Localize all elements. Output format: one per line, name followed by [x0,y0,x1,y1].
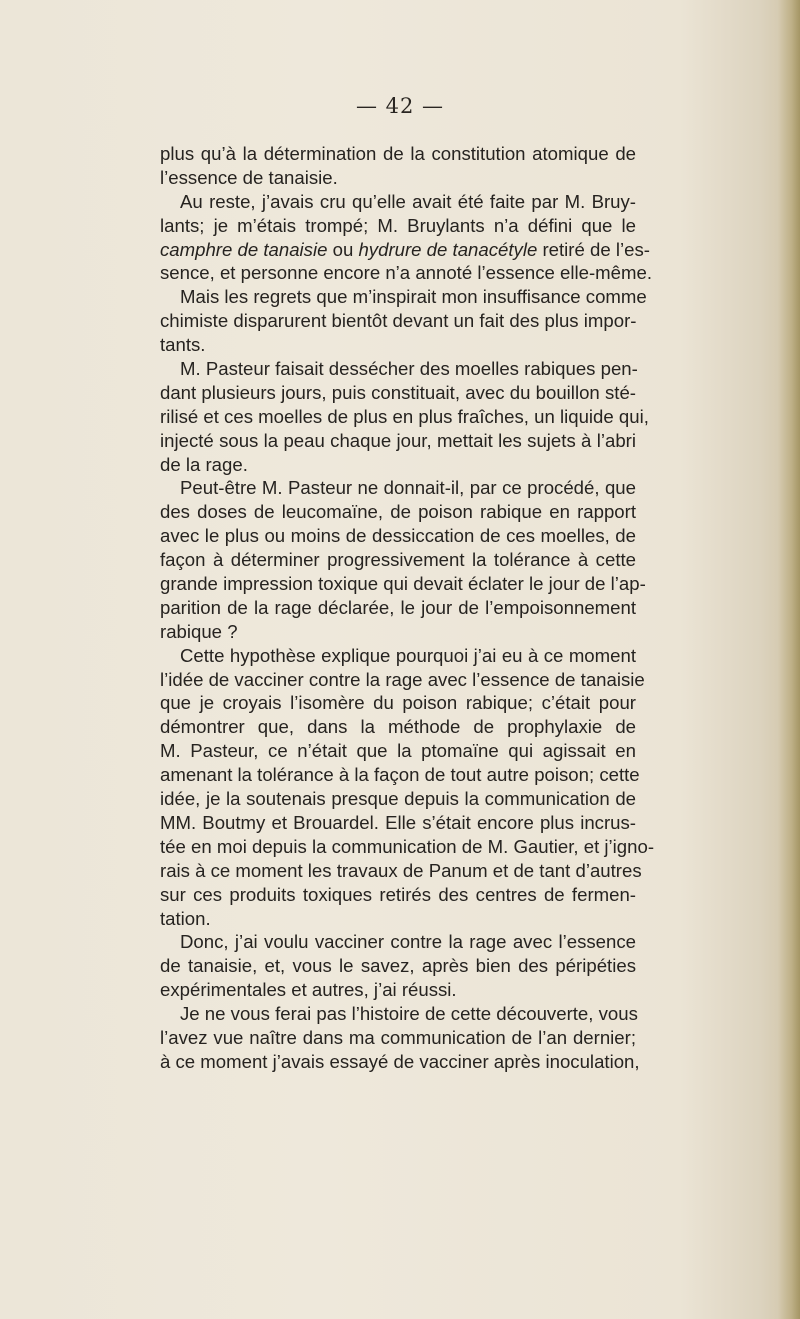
text-segment: Cette hypothèse explique pourquoi j’ai eu à ce moment [180,644,636,666]
text-line [160,190,636,214]
text-line [160,978,636,1002]
text-line [160,261,652,285]
text-segment: ou [327,238,359,260]
text-line [160,811,636,835]
text-line [160,954,636,978]
text-segment: sence, et personne encore n’a annoté l’essence elle-même. [160,262,652,284]
text-segment: Je ne vous ferai pas l’histoire de cette découverte, vous [180,1003,638,1025]
text-segment: démontrer que, dans la méthode de prophylaxie de [160,716,636,738]
text-segment: tée en moi depuis la communication de M. Gautier, et j’igno- [160,835,655,857]
text-segment: des doses de leucomaïne, de poison rabique en rapport [160,501,636,523]
text-line [160,930,636,954]
text-line [160,142,636,166]
text-segment: Mais les regrets que m’inspirait mon insuffisance comme [180,286,647,308]
text-line [160,285,647,309]
text-line [160,596,636,620]
text-segment: façon à déterminer progressivement la tolérance à cette [160,549,636,571]
text-line [160,524,636,548]
text-segment: rais à ce moment les travaux de Panum et de tant d’autres [160,859,642,881]
text-line [160,691,636,715]
italic-text-segment: hydrure de tanacétyle [358,238,538,260]
text-segment: expérimentales et autres, j’ai réussi. [160,979,457,1001]
text-line [160,620,636,644]
text-line [160,357,636,381]
text-segment: lants; je m’étais trompé; M. Bruylants n’a défini que le [160,214,636,236]
text-line [160,572,646,596]
body-text [160,142,655,1074]
text-segment: M. Pasteur faisait dessécher des moelles rabiques pen- [180,358,638,380]
text-segment: l’avez vue naître dans ma communication de l’an dernier; [160,1026,636,1048]
text-line [160,166,636,190]
text-segment: idée, je la soutenais presque depuis la communication de [160,788,636,810]
text-segment: chimiste disparurent bientôt devant un fait des plus impor- [160,310,637,332]
text-line [160,238,650,262]
text-line [160,787,636,811]
text-line [160,763,640,787]
text-line [160,883,636,907]
text-line [160,859,642,883]
text-segment: injecté sous la peau chaque jour, mettait les sujets à l’abri [160,429,636,451]
text-segment: que je croyais l’isomère du poison rabique; c’était pour [160,692,636,714]
text-segment: tants. [160,334,206,356]
text-segment: MM. Boutmy et Brouardel. Elle s’était encore plus incrus- [160,811,636,833]
italic-text-segment: camphre de tanaisie [160,238,328,260]
text-segment: l’idée de vacciner contre la rage avec l’essence de tanaisie [160,668,645,690]
text-line [160,739,636,763]
text-segment: de la rage. [160,453,248,475]
text-segment: l’essence de tanaisie. [160,166,338,188]
page-number: — 42 — [355,94,445,118]
page-edge-shadow [778,0,800,1319]
text-segment: rabique ? [160,620,238,642]
text-line [160,500,636,524]
text-segment: plus qu’à la détermination de la constitution atomique de [160,143,636,164]
text-line [160,476,636,500]
text-line [160,429,636,453]
text-segment: grande impression toxique qui devait éclater le jour de l’ap- [160,573,646,595]
text-line [160,907,636,931]
text-line [160,381,636,405]
text-segment: M. Pasteur, ce n’était que la ptomaïne qui agissait en [160,740,636,762]
text-line [160,214,636,238]
text-segment: dant plusieurs jours, puis constituait, avec du bouillon sté- [160,381,636,403]
text-line [160,548,636,572]
text-line [160,1002,636,1026]
text-segment: de tanaisie, et, vous le savez, après bien des péripéties [160,955,636,977]
text-segment: parition de la rage déclarée, le jour de l’empoisonnement [160,596,636,618]
text-segment: Peut-être M. Pasteur ne donnait-il, par ce procédé, que [180,477,636,499]
text-segment: Donc, j’ai voulu vacciner contre la rage avec l’essence [180,931,636,953]
text-segment: sur ces produits toxiques retirés des centres de fermen- [160,883,636,905]
text-segment: tation. [160,907,211,929]
text-line [160,309,636,333]
text-line [160,835,655,859]
text-segment: à ce moment j’avais essayé de vacciner après inoculation, [160,1050,640,1072]
text-line [160,453,636,477]
text-line [160,668,645,692]
text-line [160,1026,636,1050]
text-segment: Au reste, j’avais cru qu’elle avait été faite par M. Bruy- [180,190,636,212]
text-segment: amenant la tolérance à la façon de tout autre poison; cette [160,764,640,786]
text-segment: retiré de l’es- [537,238,650,260]
text-segment: rilisé et ces moelles de plus en plus fraîches, un liquide qui, [160,405,649,427]
text-line [160,644,636,668]
text-line [160,715,636,739]
text-segment: avec le plus ou moins de dessiccation de ces moelles, de [160,525,636,547]
text-line [160,405,649,429]
text-line [160,333,636,357]
text-line [160,1050,640,1074]
